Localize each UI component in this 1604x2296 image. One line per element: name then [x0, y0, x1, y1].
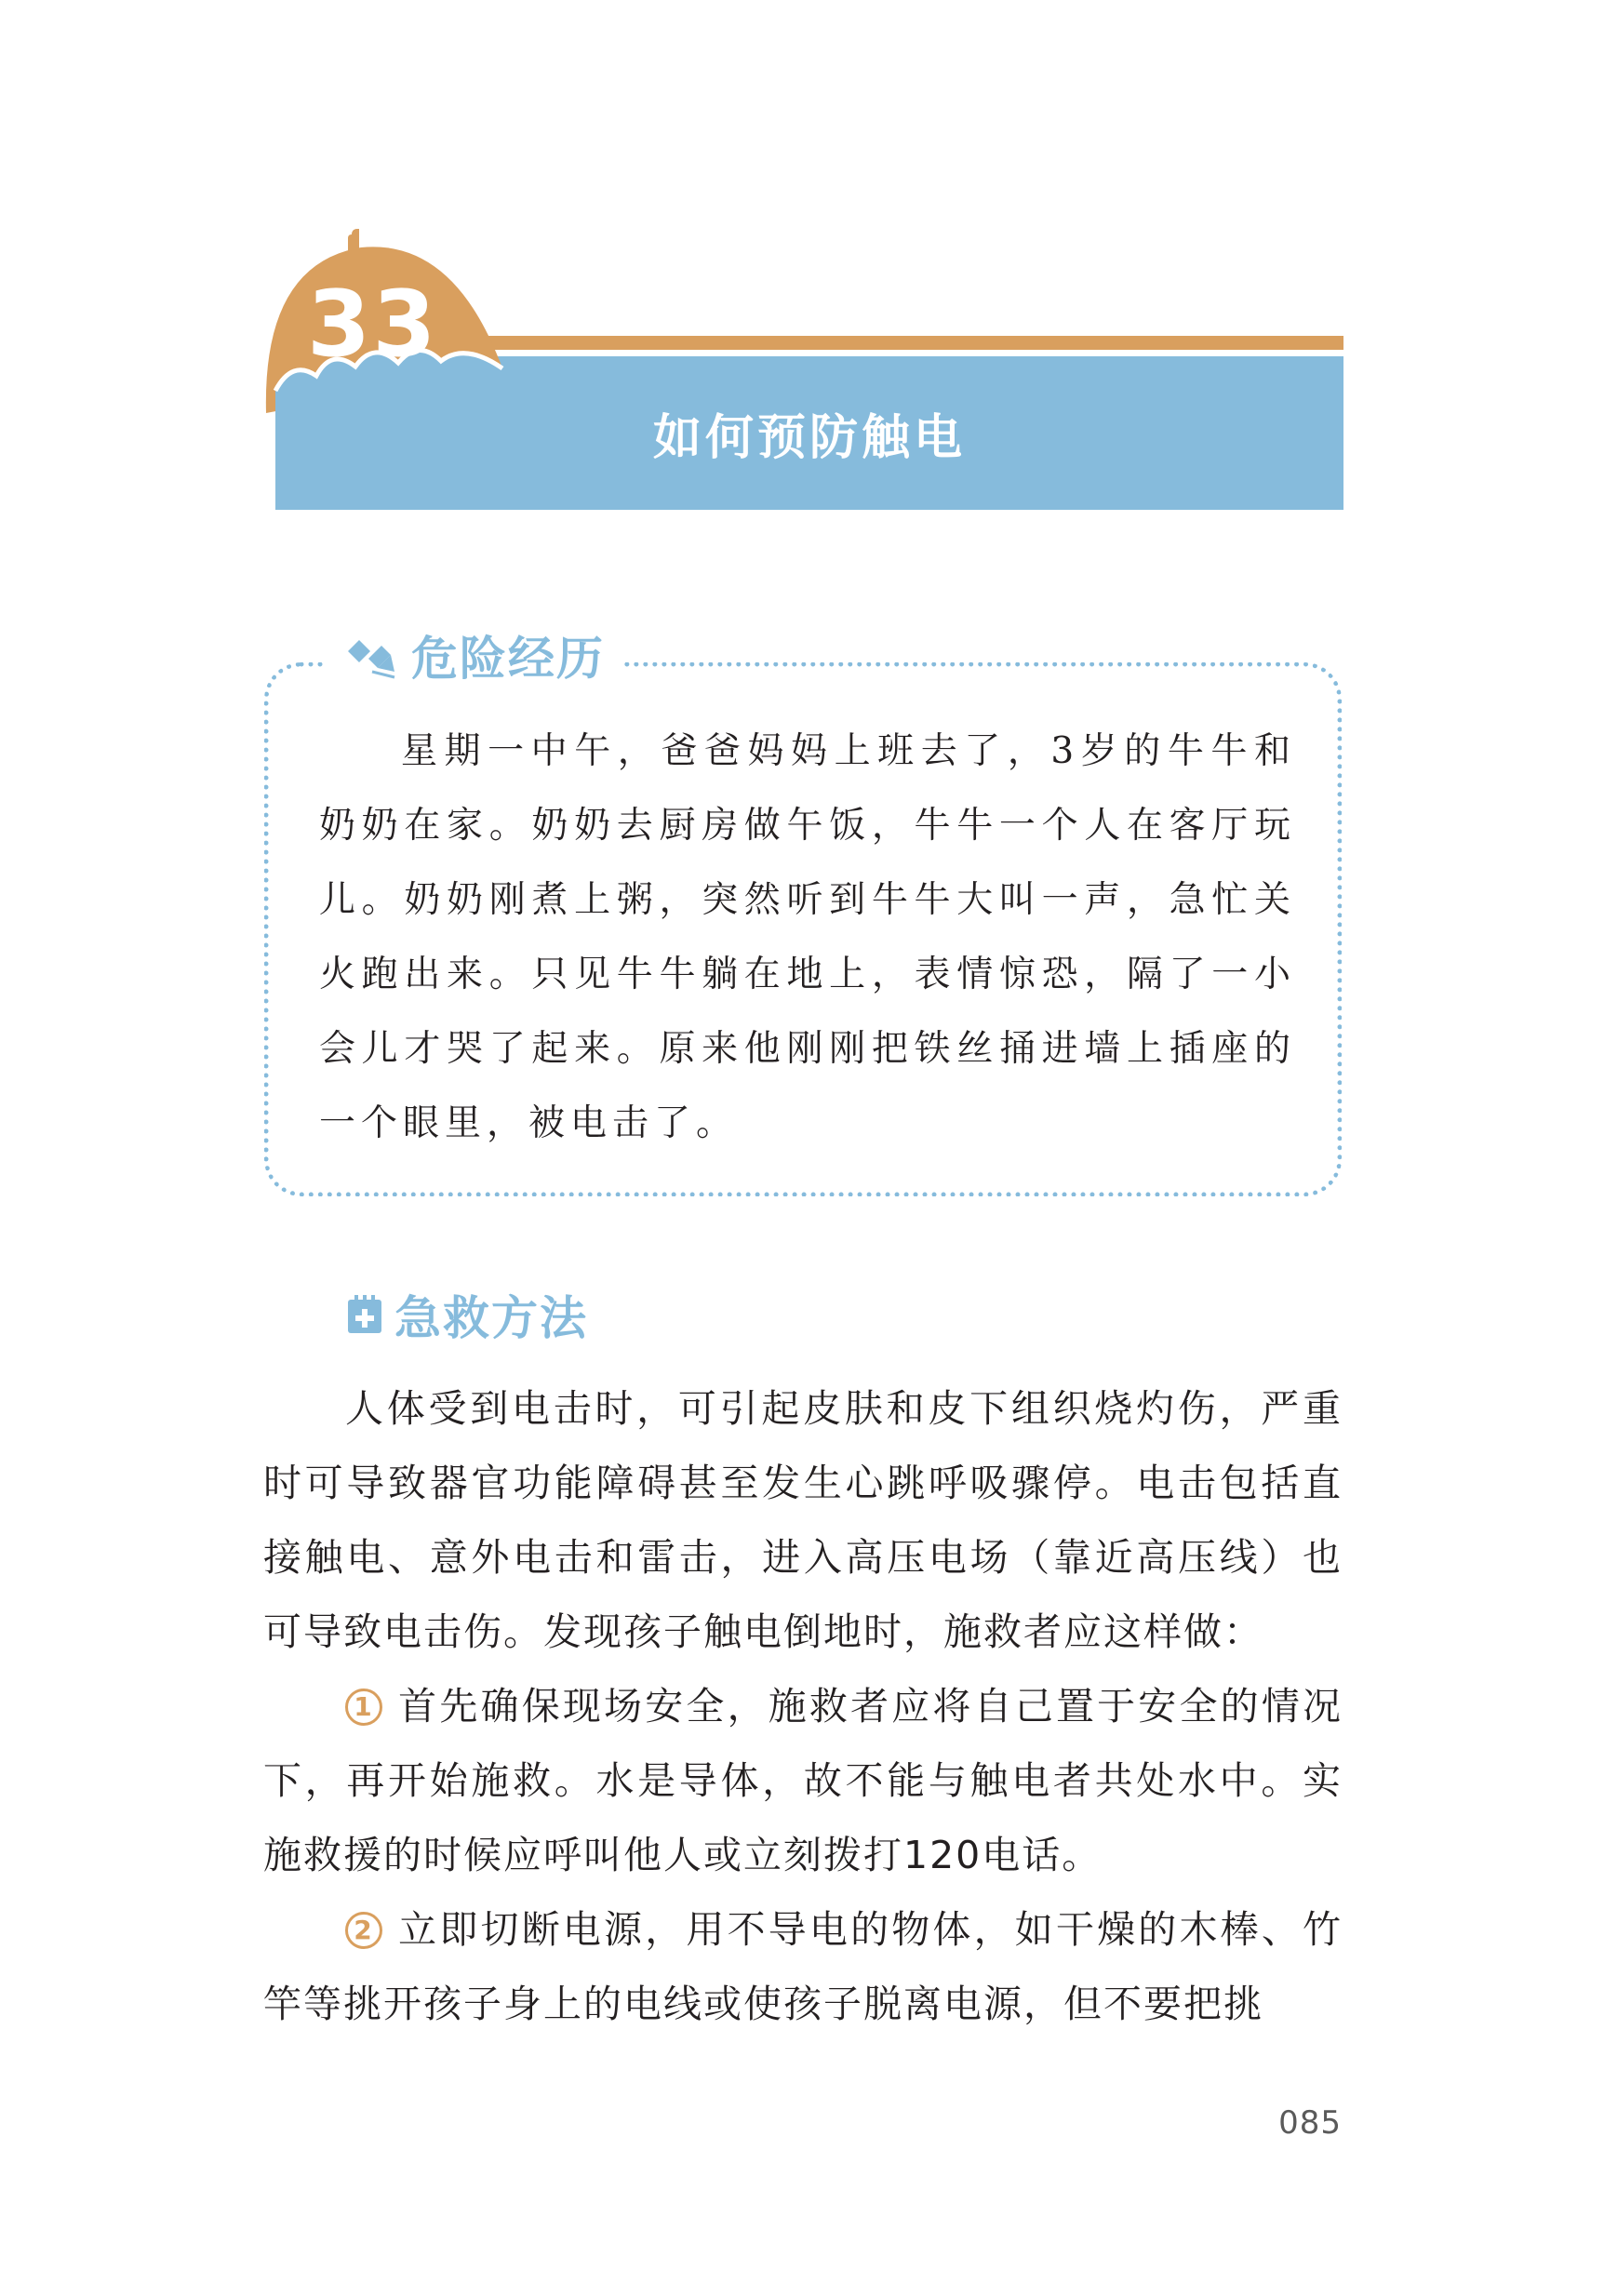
step-number-badge: 2 [345, 1912, 382, 1949]
chapter-number: 33 [307, 272, 438, 378]
first-aid-step [263, 1892, 1343, 2041]
title-accent-line [465, 336, 1343, 350]
story-title: 危险经历 [411, 632, 605, 686]
first-aid-kit-icon [346, 1294, 383, 1335]
pen-icon [344, 631, 398, 679]
step-text: 立即切断电源，用不导电的物体，如干燥的木棒、竹竿等挑开孩子身上的电线或使孩子脱离电源，但不要把挑 [263, 1907, 1343, 2026]
first-aid-body [263, 1371, 1343, 2041]
first-aid-header [346, 1282, 588, 1347]
first-aid-intro: 人体受到电击时，可引起皮肤和皮下组织烧灼伤，严重时可导致器官功能障碍甚至发生心跳呼吸骤停。电击包括直接触电、意外电击和雷击，进入高压电场（靠近高压线）也可导致电击伤。发现孩子触电倒地时，施救者应这样做： [263, 1386, 1343, 1654]
page-number: 085 [1278, 2104, 1342, 2142]
story-header [326, 620, 622, 690]
step-text: 首先确保现场安全，施救者应将自己置于安全的情况下，再开始施救。水是导体，故不能与触电者共处水中。实施救援的时候应呼叫他人或立刻拨打120电话。 [263, 1684, 1343, 1877]
first-aid-title: 急救方法 [394, 1291, 588, 1345]
step-number-badge: 1 [345, 1689, 382, 1726]
first-aid-step [263, 1669, 1343, 1892]
page-title: 如何预防触电 [652, 410, 966, 466]
story-text: 星期一中午，爸爸妈妈上班去了，3岁的牛牛和奶奶在家。奶奶去厨房做午饭，牛牛一个人在客厅玩儿。奶奶刚煮上粥，突然听到牛牛大叫一声，急忙关火跑出来。只见牛牛躺在地上，表情惊恐，隔了一小会儿才哭了起来。原来他刚刚把铁丝捅进墙上插座的一个眼里，被电击了。 [319, 730, 1296, 1144]
